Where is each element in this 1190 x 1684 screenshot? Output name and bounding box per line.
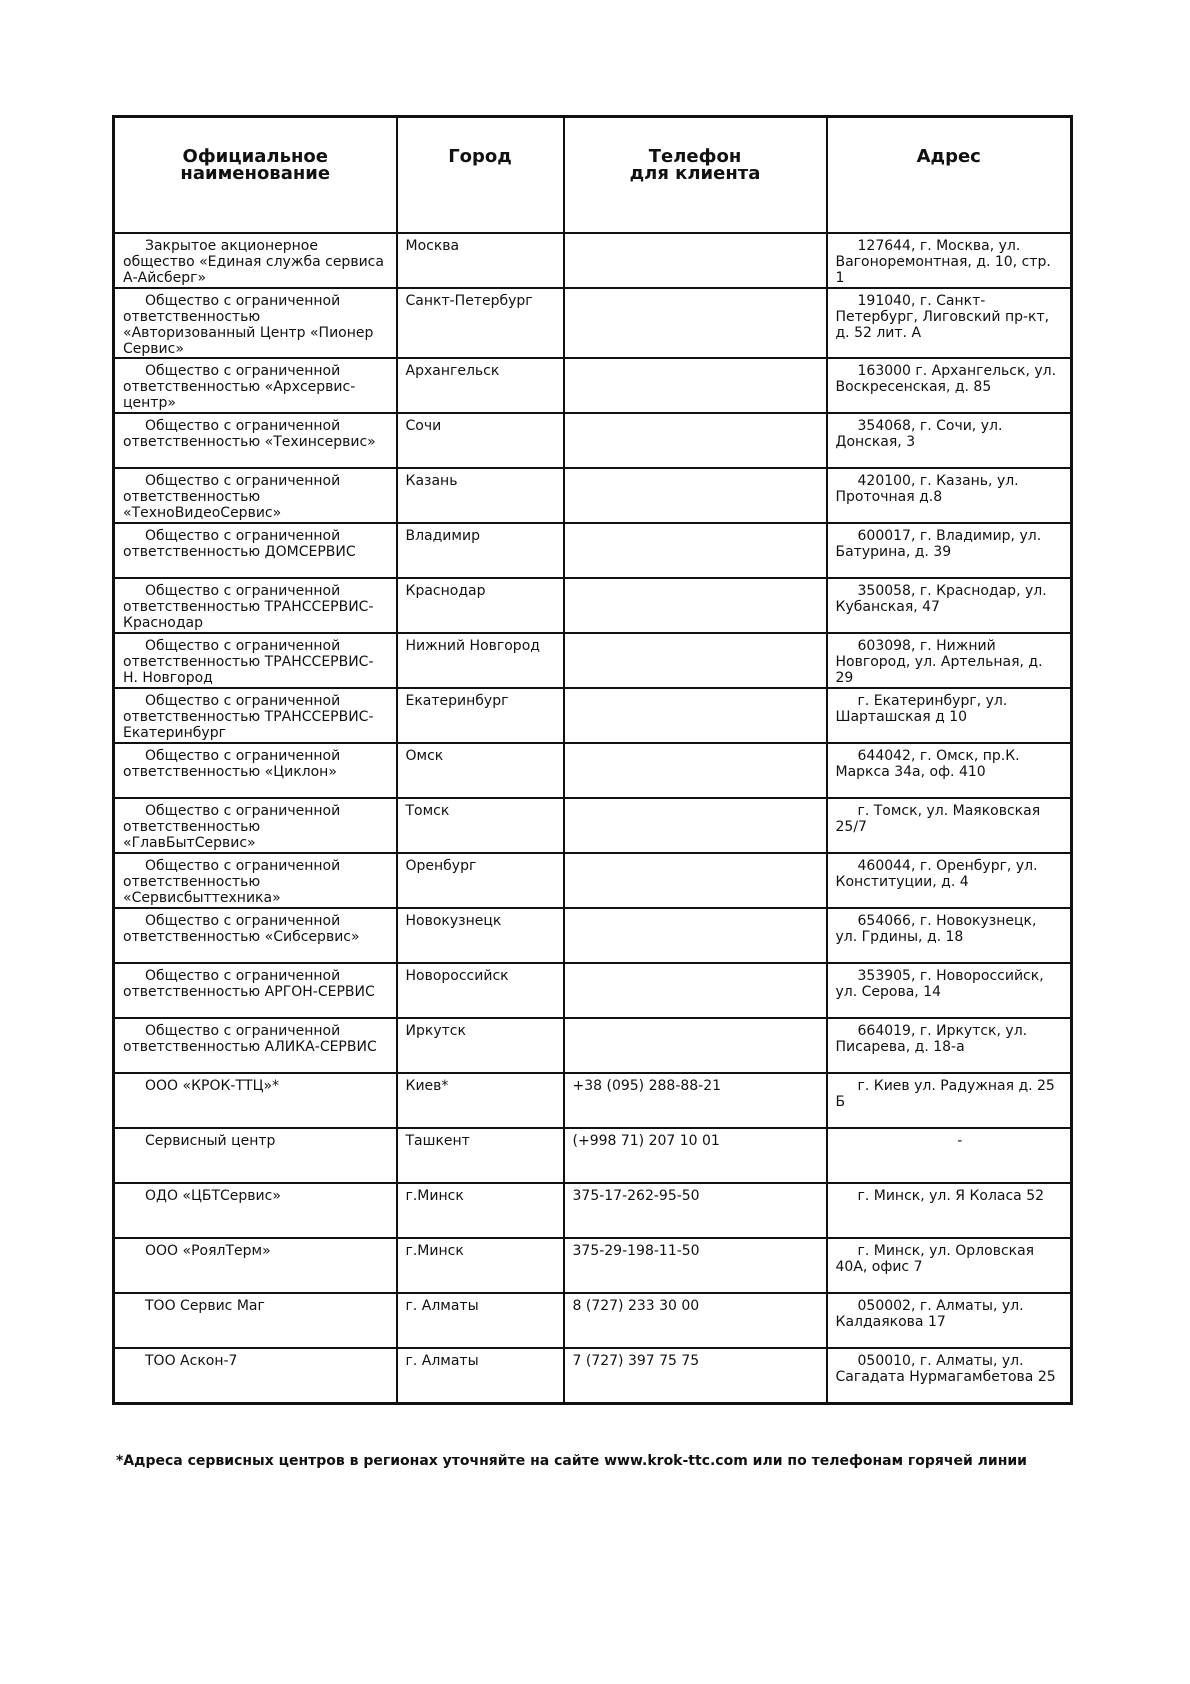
- cell-addr: 350058, г. Краснодар, ул. Кубанская, 47: [827, 578, 1072, 633]
- cell-name: Общество с ограниченной ответственностью ТРАНССЕРВИС-Екатеринбург: [114, 688, 397, 743]
- column-header: Адрес: [827, 117, 1072, 234]
- cell-phone: +38 (095) 288-88-21: [564, 1073, 827, 1128]
- cell-city: Киев*: [397, 1073, 564, 1128]
- column-header: Официальное наименование: [114, 117, 397, 234]
- cell-city: Нижний Новгород: [397, 633, 564, 688]
- table-row: [114, 1073, 1072, 1128]
- cell-phone: [564, 288, 827, 358]
- cell-name: Сервисный центр: [114, 1128, 397, 1183]
- cell-city: Иркутск: [397, 1018, 564, 1073]
- cell-addr: 654066, г. Новокузнецк, ул. Грдины, д. 18: [827, 908, 1072, 963]
- cell-city: Владимир: [397, 523, 564, 578]
- cell-addr: 050010, г. Алматы, ул. Сагадата Нурмагамбетова 25: [827, 1348, 1072, 1404]
- table-row: [114, 288, 1072, 358]
- cell-name: Общество с ограниченной ответственностью АЛИКА-СЕРВИС: [114, 1018, 397, 1073]
- cell-addr: 600017, г. Владимир, ул. Батурина, д. 39: [827, 523, 1072, 578]
- cell-city: Краснодар: [397, 578, 564, 633]
- cell-city: Томск: [397, 798, 564, 853]
- cell-addr: 127644, г. Москва, ул. Вагоноремонтная, д. 10, стр. 1: [827, 233, 1072, 288]
- column-header: Город: [397, 117, 564, 234]
- cell-city: Ташкент: [397, 1128, 564, 1183]
- table-row: [114, 853, 1072, 908]
- table-row: [114, 578, 1072, 633]
- cell-phone: 375-29-198-11-50: [564, 1238, 827, 1293]
- cell-addr: 354068, г. Сочи, ул. Донская, 3: [827, 413, 1072, 468]
- cell-city: Новокузнецк: [397, 908, 564, 963]
- cell-name: Общество с ограниченной ответственностью ТРАНССЕРВИС-Краснодар: [114, 578, 397, 633]
- table-row: [114, 743, 1072, 798]
- cell-name: Общество с ограниченной ответственностью «Архсервис-центр»: [114, 358, 397, 413]
- table-row: [114, 233, 1072, 288]
- footnote: *Адреса сервисных центров в регионах уточняйте на сайте www.krok-ttc.com или по телефонам горячей линии: [116, 1453, 1027, 1469]
- service-centers-table: [112, 115, 1073, 1405]
- cell-phone: [564, 523, 827, 578]
- cell-city: Омск: [397, 743, 564, 798]
- cell-addr: 460044, г. Оренбург, ул. Конституции, д. 4: [827, 853, 1072, 908]
- cell-city: Оренбург: [397, 853, 564, 908]
- cell-name: ОДО «ЦБТСервис»: [114, 1183, 397, 1238]
- cell-name: Общество с ограниченной ответственностью «Авторизованный Центр «Пионер Сервис»: [114, 288, 397, 358]
- table-row: [114, 1018, 1072, 1073]
- table-row: [114, 358, 1072, 413]
- cell-phone: [564, 798, 827, 853]
- table-row: [114, 963, 1072, 1018]
- cell-addr: г. Минск, ул. Я Коласа 52: [827, 1183, 1072, 1238]
- cell-name: Общество с ограниченной ответственностью «Сибсервис»: [114, 908, 397, 963]
- table-row: [114, 1238, 1072, 1293]
- cell-addr: 163000 г. Архангельск, ул. Воскресенская, д. 85: [827, 358, 1072, 413]
- cell-addr: -: [827, 1128, 1072, 1183]
- cell-phone: [564, 358, 827, 413]
- cell-name: ООО «РоялТерм»: [114, 1238, 397, 1293]
- cell-name: Общество с ограниченной ответственностью «ГлавБытСервис»: [114, 798, 397, 853]
- cell-city: г. Алматы: [397, 1348, 564, 1404]
- cell-phone: 7 (727) 397 75 75: [564, 1348, 827, 1404]
- cell-phone: [564, 633, 827, 688]
- cell-phone: [564, 468, 827, 523]
- cell-city: г.Минск: [397, 1238, 564, 1293]
- cell-name: Общество с ограниченной ответственностью «Циклон»: [114, 743, 397, 798]
- cell-name: ООО «КРОК-ТТЦ»*: [114, 1073, 397, 1128]
- cell-phone: (+998 71) 207 10 01: [564, 1128, 827, 1183]
- table-row: [114, 468, 1072, 523]
- table-row: [114, 413, 1072, 468]
- cell-city: Новороссийск: [397, 963, 564, 1018]
- table-row: [114, 798, 1072, 853]
- cell-phone: [564, 743, 827, 798]
- table-row: [114, 688, 1072, 743]
- cell-city: Сочи: [397, 413, 564, 468]
- cell-addr: г. Екатеринбург, ул. Шарташская д 10: [827, 688, 1072, 743]
- table-row: [114, 1293, 1072, 1348]
- column-header: Телефон для клиента: [564, 117, 827, 234]
- cell-addr: г. Минск, ул. Орловская 40А, офис 7: [827, 1238, 1072, 1293]
- cell-phone: [564, 853, 827, 908]
- cell-city: Архангельск: [397, 358, 564, 413]
- table-row: [114, 908, 1072, 963]
- cell-name: Общество с ограниченной ответственностью «ТехноВидеоСервис»: [114, 468, 397, 523]
- cell-phone: [564, 908, 827, 963]
- cell-name: Общество с ограниченной ответственностью ТРАНССЕРВИС-Н. Новгород: [114, 633, 397, 688]
- cell-name: Общество с ограниченной ответственностью АРГОН-СЕРВИС: [114, 963, 397, 1018]
- cell-phone: [564, 578, 827, 633]
- cell-phone: [564, 413, 827, 468]
- cell-addr: 050002, г. Алматы, ул. Калдаякова 17: [827, 1293, 1072, 1348]
- cell-addr: г. Томск, ул. Маяковская 25/7: [827, 798, 1072, 853]
- cell-city: Москва: [397, 233, 564, 288]
- cell-city: Казань: [397, 468, 564, 523]
- table-row: [114, 1183, 1072, 1238]
- cell-addr: 191040, г. Санкт-Петербург, Лиговский пр-кт, д. 52 лит. А: [827, 288, 1072, 358]
- cell-phone: 8 (727) 233 30 00: [564, 1293, 827, 1348]
- cell-phone: [564, 233, 827, 288]
- cell-phone: [564, 963, 827, 1018]
- cell-addr: 420100, г. Казань, ул. Проточная д.8: [827, 468, 1072, 523]
- cell-phone: [564, 688, 827, 743]
- table-row: [114, 523, 1072, 578]
- cell-addr: г. Киев ул. Радужная д. 25 Б: [827, 1073, 1072, 1128]
- table-row: [114, 1128, 1072, 1183]
- table-row: [114, 633, 1072, 688]
- cell-city: Санкт-Петербург: [397, 288, 564, 358]
- cell-name: Общество с ограниченной ответственностью «Сервисбыттехника»: [114, 853, 397, 908]
- cell-name: Закрытое акционерное общество «Единая служба сервиса А-Айсберг»: [114, 233, 397, 288]
- cell-name: Общество с ограниченной ответственностью ДОМСЕРВИС: [114, 523, 397, 578]
- cell-city: Екатеринбург: [397, 688, 564, 743]
- cell-addr: 664019, г. Иркутск, ул. Писарева, д. 18-а: [827, 1018, 1072, 1073]
- table-row: [114, 1348, 1072, 1404]
- cell-name: ТОО Сервис Маг: [114, 1293, 397, 1348]
- cell-phone: 375-17-262-95-50: [564, 1183, 827, 1238]
- cell-city: г. Алматы: [397, 1293, 564, 1348]
- cell-name: Общество с ограниченной ответственностью «Техинсервис»: [114, 413, 397, 468]
- cell-name: ТОО Аскон-7: [114, 1348, 397, 1404]
- cell-city: г.Минск: [397, 1183, 564, 1238]
- cell-addr: 644042, г. Омск, пр.К. Маркса 34а, оф. 410: [827, 743, 1072, 798]
- cell-phone: [564, 1018, 827, 1073]
- cell-addr: 603098, г. Нижний Новгород, ул. Артельная, д. 29: [827, 633, 1072, 688]
- cell-addr: 353905, г. Новороссийск, ул. Серова, 14: [827, 963, 1072, 1018]
